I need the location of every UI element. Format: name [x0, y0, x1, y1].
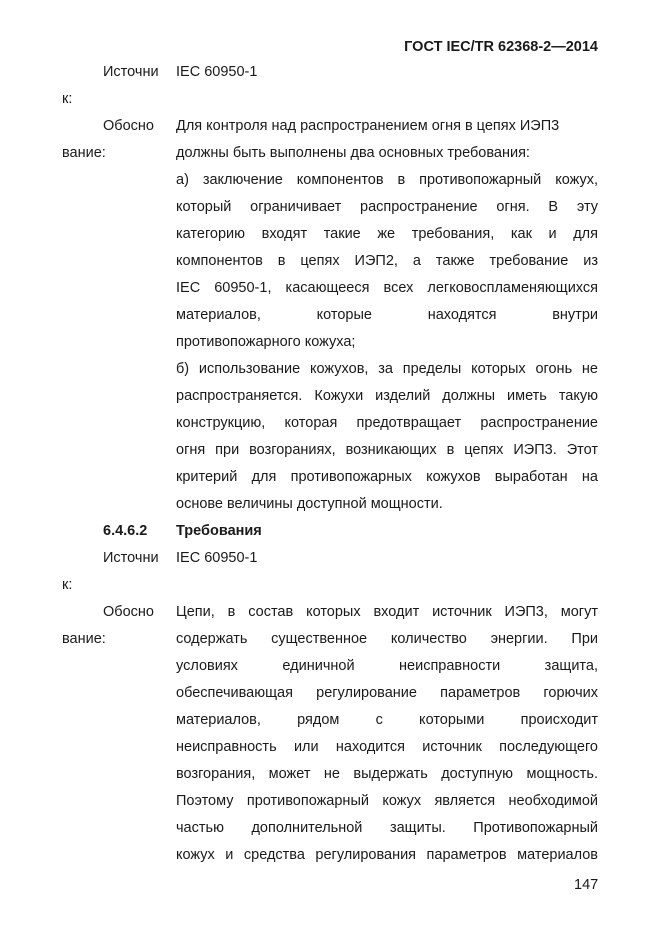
text-line: содержать существенное количество энергии. При — [176, 631, 598, 647]
source-value: IEC 60950-1 — [176, 550, 258, 566]
text-line: компонентов в цепях ИЭП2, а также требование из — [176, 253, 598, 269]
section-title: Требования — [176, 523, 262, 539]
text-line: категорию входят такие же требования, как и для — [176, 226, 598, 242]
text-line: Цепи, в состав которых входит источник ИЭП3, могут — [176, 604, 598, 620]
text-line: распространяется. Кожухи изделий должны иметь такую — [176, 388, 598, 404]
rationale-label-part2: вание: — [62, 145, 106, 161]
rationale-label-part1: Обосно — [103, 604, 154, 620]
text-line: основе величины доступной мощности. — [176, 496, 443, 512]
text-line: Для контроля над распространением огня в цепях ИЭП3 — [176, 118, 560, 134]
rationale-label-part2: вание: — [62, 631, 106, 647]
text-line: материалов, которые находятся внутри — [176, 307, 598, 323]
source-label-part1: Источни — [103, 64, 159, 80]
text-line: противопожарного кожуха; — [176, 334, 356, 350]
source-label-part2: к: — [62, 577, 73, 593]
source-value: IEC 60950-1 — [176, 64, 258, 80]
text-line: кожух и средства регулирования параметров материалов — [176, 847, 598, 863]
text-line: должны быть выполнены два основных требования: — [176, 145, 530, 161]
source-label-part1: Источни — [103, 550, 159, 566]
page-number: 147 — [574, 877, 599, 893]
text-line: IEC 60950-1, касающееся всех легковоспламеняющихся — [176, 280, 598, 296]
text-line: б) использование кожухов, за пределы которых огонь не — [176, 361, 598, 377]
text-line: Поэтому противопожарный кожух является необходимой — [176, 793, 598, 809]
document-header: ГОСТ IEC/TR 62368-2—2014 — [404, 39, 598, 55]
rationale-label-part1: Обосно — [103, 118, 154, 134]
text-line: который ограничивает распространение огня. В эту — [176, 199, 598, 215]
section-number: 6.4.6.2 — [103, 523, 148, 539]
text-line: частью дополнительной защиты. Противопожарный — [176, 820, 598, 836]
source-label-part2: к: — [62, 91, 73, 107]
text-line: конструкцию, которая предотвращает распространение — [176, 415, 598, 431]
text-line: критерий для противопожарных кожухов выработан на — [176, 469, 598, 485]
text-line: материалов, рядом с которыми происходит — [176, 712, 598, 728]
text-line: возгорания, может не выдержать доступную мощность. — [176, 766, 598, 782]
text-line: а) заключение компонентов в противопожарный кожух, — [176, 172, 598, 188]
text-line: неисправность или находится источник последующего — [176, 739, 598, 755]
text-line: огня при возгораниях, возникающих в цепях ИЭП3. Этот — [176, 442, 598, 458]
text-line: условиях единичной неисправности защита, — [176, 658, 598, 674]
text-line: обеспечивающая регулирование параметров горючих — [176, 685, 598, 701]
